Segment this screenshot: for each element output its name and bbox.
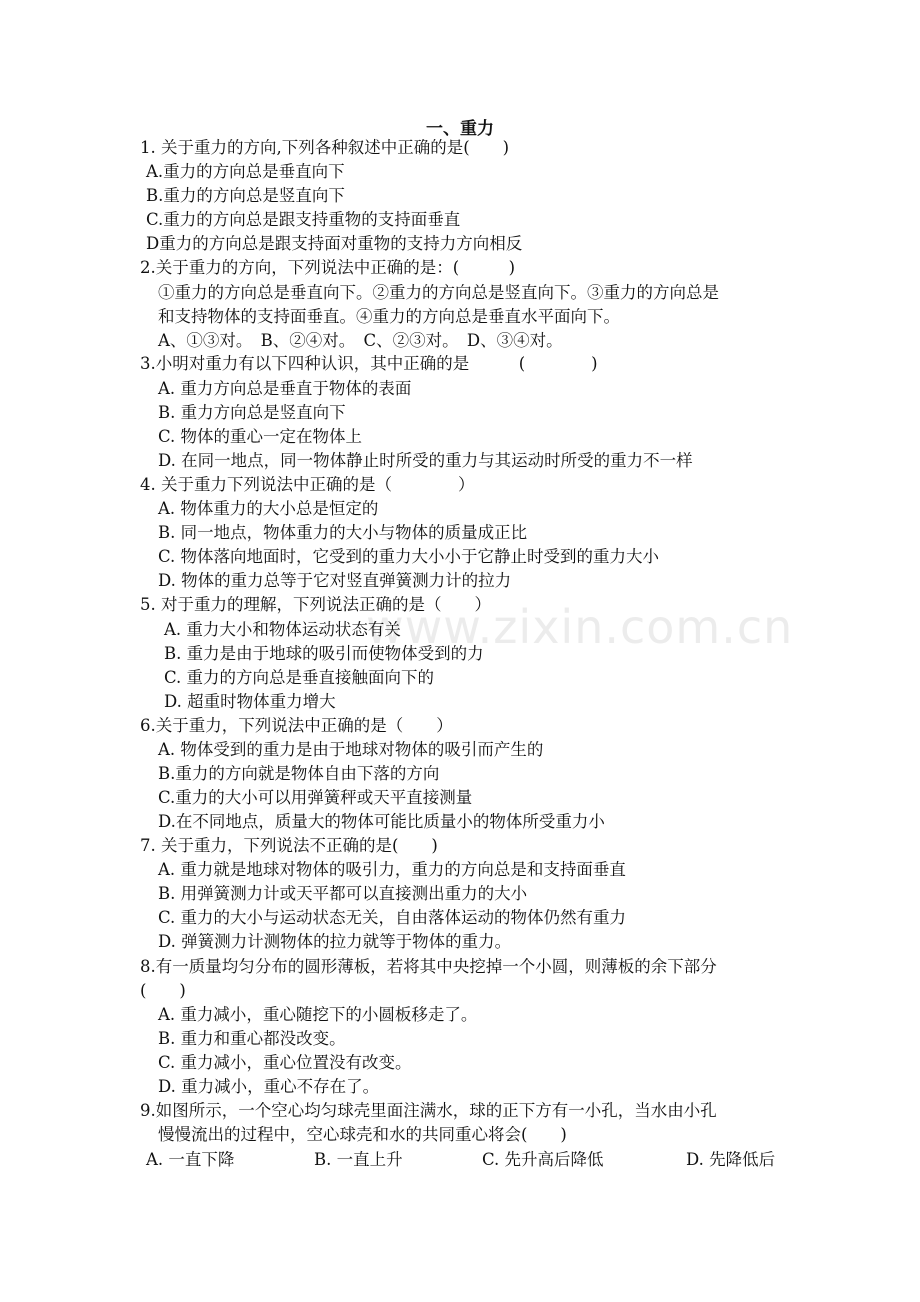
question-1-option-b: B.重力的方向总是竖直向下: [146, 186, 345, 205]
question-7-option-d: D. 弹簧测力计测物体的拉力就等于物体的重力。: [158, 932, 512, 951]
watermark: www.zixin.com.cn: [366, 600, 794, 654]
question-6-stem: 6.关于重力，下列说法中正确的是（ ）: [140, 716, 453, 735]
question-7-option-b: B. 用弹簧测力计或天平都可以直接测出重力的大小: [158, 884, 528, 903]
question-9-stem-line-2: 慢慢流出的过程中，空心球壳和水的共同重心将会( ): [158, 1125, 567, 1144]
question-2-options: A、①③对。 B、②④对。 C、②③对。 D、③④对。: [158, 331, 563, 350]
question-5-stem: 5. 对于重力的理解，下列说法正确的是（ ）: [140, 595, 491, 614]
section-title: 一、重力: [426, 119, 494, 139]
question-8-stem-line-2: ( ): [140, 981, 186, 1000]
question-4-stem: 4. 关于重力下列说法中正确的是（ ）: [140, 475, 475, 494]
question-9-stem-line-1: 9.如图所示，一个空心均匀球壳里面注满水，球的正下方有一小孔，当水由小孔: [140, 1101, 717, 1120]
question-6-option-c: C.重力的大小可以用弹簧秤或天平直接测量: [158, 788, 473, 807]
question-1-option-d: D重力的方向总是跟支持面对重物的支持力方向相反: [146, 234, 523, 253]
question-1-option-a: A.重力的方向总是垂直向下: [146, 162, 345, 181]
question-2-text-line-1: ①重力的方向总是垂直向下。②重力的方向总是竖直向下。③重力的方向总是: [158, 283, 719, 302]
question-8-option-c: C. 重力减小，重心位置没有改变。: [158, 1053, 412, 1072]
question-3-stem: 3.小明对重力有以下四种认识，其中正确的是 ( ): [140, 354, 598, 373]
question-9-option-b: B. 一直上升: [314, 1150, 403, 1169]
question-6-option-a: A. 物体受到的重力是由于地球对物体的吸引而产生的: [158, 740, 544, 759]
question-1-stem: 1. 关于重力的方向,下列各种叙述中正确的是( ): [140, 138, 510, 157]
question-9-option-d: D. 先降低后: [686, 1150, 776, 1169]
question-5-option-d: D. 超重时物体重力增大: [164, 692, 336, 711]
question-1-option-c: C.重力的方向总是跟支持重物的支持面垂直: [146, 210, 461, 229]
question-9-option-a: A. 一直下降: [146, 1150, 235, 1169]
question-8-option-b: B. 重力和重心都没改变。: [158, 1029, 346, 1048]
question-7-option-c: C. 重力的大小与运动状态无关，自由落体运动的物体仍然有重力: [158, 908, 627, 927]
question-6-option-d: D.在不同地点，质量大的物体可能比质量小的物体所受重力小: [158, 812, 605, 831]
question-5-option-a: A. 重力大小和物体运动状态有关: [164, 620, 401, 639]
question-3-option-a: A. 重力方向总是垂直于物体的表面: [158, 379, 412, 398]
question-8-option-a: A. 重力减小，重心随挖下的小圆板移走了。: [158, 1005, 478, 1024]
question-2-text-line-2: 和支持物体的支持面垂直。④重力的方向总是垂直水平面向下。: [158, 307, 620, 326]
question-3-option-b: B. 重力方向总是竖直向下: [158, 403, 346, 422]
question-3-option-d: D. 在同一地点，同一物体静止时所受的重力与其运动时所受的重力不一样: [158, 451, 693, 470]
question-8-option-d: D. 重力减小，重心不存在了。: [158, 1077, 380, 1096]
question-5-option-b: B. 重力是由于地球的吸引而使物体受到的力: [164, 644, 484, 663]
question-6-option-b: B.重力的方向就是物体自由下落的方向: [158, 764, 440, 783]
question-7-option-a: A. 重力就是地球对物体的吸引力，重力的方向总是和支持面垂直: [158, 860, 626, 879]
question-4-option-a: A. 物体重力的大小总是恒定的: [158, 499, 379, 518]
question-8-stem-line-1: 8.有一质量均匀分布的圆形薄板，若将其中央挖掉一个小圆，则薄板的余下部分: [140, 957, 717, 976]
question-5-option-c: C. 重力的方向总是垂直接触面向下的: [164, 668, 435, 687]
question-4-option-d: D. 物体的重力总等于它对竖直弹簧测力计的拉力: [158, 571, 512, 590]
question-7-stem: 7. 关于重力，下列说法不正确的是( ): [140, 836, 438, 855]
question-3-option-c: C. 物体的重心一定在物体上: [158, 427, 363, 446]
question-2-stem: 2.关于重力的方向，下列说法中正确的是：( ): [140, 258, 516, 277]
question-4-option-b: B. 同一地点，物体重力的大小与物体的质量成正比: [158, 523, 528, 542]
question-4-option-c: C. 物体落向地面时，它受到的重力大小小于它静止时受到的重力大小: [158, 547, 660, 566]
question-9-option-c: C. 先升高后降低: [482, 1150, 604, 1169]
